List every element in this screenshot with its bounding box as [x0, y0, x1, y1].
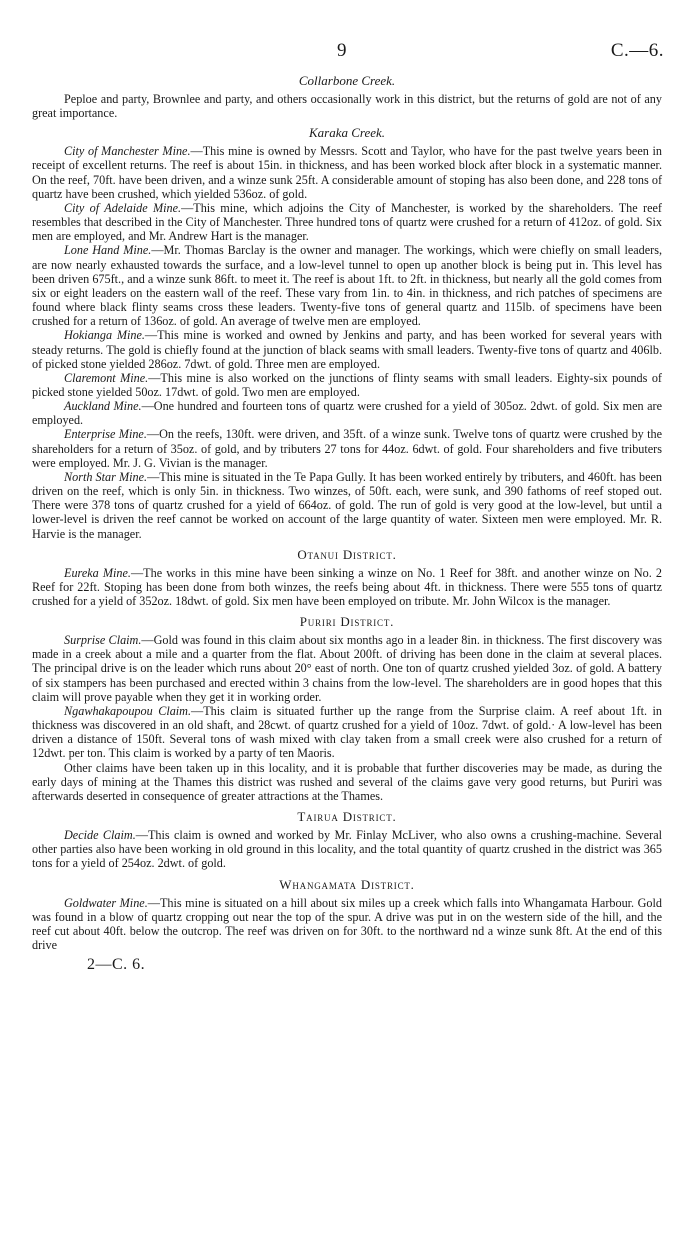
running-header [32, 40, 662, 68]
paragraph [32, 704, 662, 761]
paragraph [32, 761, 662, 803]
document-body [32, 74, 662, 952]
paragraph [32, 896, 662, 953]
paragraph-lead: Lone Hand Mine. [64, 243, 152, 258]
paragraph-text: —This mine is situated on a hill about six miles up a creek which falls into Whangamata Harbour. Gold was found in a blow of quartz cropping out near the top of the spur. A drive was put in on the western side of the hill, and the reef cut about 40ft. below the outcrop. The reef was driven on for 30ft. to the northward nd a winze sunk 8ft. At the end of this drive [32, 895, 662, 952]
paragraph-text: Other claims have been taken up in this locality, and it is probable that further discoveries may be made, as during the early days of mining at the Thames this district was rushed and several of the claims gave very good returns, but Puriri was afterwards deserted in consequence of greater attractions at the Thames. [32, 760, 662, 803]
paragraph-lead: Eureka Mine. [64, 565, 131, 580]
section-heading: Tairua District. [297, 809, 397, 825]
paragraph-lead: City of Adelaide Mine. [64, 200, 182, 215]
paragraph-lead: Auckland Mine. [64, 399, 142, 414]
paragraph-text: —This mine is situated in the Te Papa Gully. It has been worked entirely by tributers, and 460ft. has been driven on the reef, which is only 5in. in thickness. Two winzes, of 50ft. each, were sunk, and 390 fathoms of reef stoped out. There were 378 tons of quartz crushed for a yield of 664oz. of gold. The run of gold is very good at the low-level, but until a lower-level is driven the reef cannot be worked on account of the large quantity of water. Sixteen men were employed. Mr. R. Harvie is the manager. [32, 469, 663, 541]
paragraph-text: —Gold was found in this claim about six months ago in a leader 8in. in thickness. The first discovery was made in a creek about a mile and a quarter from the flat. About 200ft. of driving has been done in the claim at several places. The principal drive is on the leader which runs about 20° east of north. One ton of quartz crushed yielded 3oz. of gold. A battery of six stampers has been purchased and erected within 3 chains from the low-level. The shareholders are in good hopes that this claim will prove payable when they get it in working order. [32, 633, 662, 704]
paragraph [32, 144, 662, 201]
paragraph-lead: North Star Mine. [64, 469, 148, 484]
paragraph [32, 633, 662, 704]
paragraph [32, 201, 662, 243]
paragraph-text: Peploe and party, Brownlee and party, and others occasionally work in this district, but the returns of gold are not of any great importance. [32, 92, 662, 121]
section-heading: Collarbone Creek. [298, 73, 396, 88]
section-heading: Puriri District. [299, 614, 395, 630]
paragraph-text: —On the reefs, 130ft. were driven, and 35ft. of a winze sunk. Twelve tons of quartz were crushed by the shareholders for a return of 35oz. of gold, and by tributers 27 tons for 44oz. 6dwt. of gold. Four shareholders and five tributers were employed. Mr. J. G. Vivian is the manager. [32, 427, 663, 470]
paragraph [32, 828, 662, 870]
paragraph-text: —One hundred and fourteen tons of quartz were crushed for a yield of 305oz. 2dwt. of gold. Six men are employed. [32, 399, 662, 428]
paragraph [32, 427, 662, 469]
paragraph [32, 399, 662, 427]
page-number: 9 [337, 40, 347, 61]
paragraph-lead: Ngawhakapoupou Claim. [64, 703, 192, 718]
paragraph-text: —This mine is also worked on the junctions of flinty seams with small leaders. Eighty-six pounds of picked stone yielded 50oz. 17dwt. of gold. Two men are employed. [32, 370, 662, 399]
paragraph-text: —This mine, which adjoins the City of Manchester, is worked by the shareholders. The reef resembles that described in the City of Manchester. Three hundred tons of quartz were crushed for a return of 412oz. of gold. Six men are employed, and Mr. Andrew Hart is the manager. [32, 200, 662, 244]
paragraph-lead: Claremont Mine. [64, 370, 149, 385]
document-reference: C.—6. [610, 40, 664, 61]
paragraph-text: —This mine is owned by Messrs. Scott and Taylor, who have for the past twelve years been in receipt of excellent returns. The reef is about 15in. in thickness, and has been worked block after block in a systematic manner. On the reef, 70ft. have been driven, and a winze sunk 25ft. A considerable amount of stoping has also been done, and 228 tons of quartz have been crushed, which yielded 536oz. of gold. [32, 144, 662, 201]
paragraph-text: —This claim is owned and worked by Mr. Finlay McLiver, who also owns a crushing-machine. Several other parties also have been working in old ground in this locality, and the total quantity of quartz crushed in the district was 365 tons for a yield of 254oz. 2dwt. of gold. [32, 828, 662, 871]
section-heading: Whangamata District. [279, 876, 415, 892]
paragraph-lead: Goldwater Mine. [64, 895, 148, 910]
paragraph-text: —Mr. Thomas Barclay is the owner and manager. The workings, which were chiefly on small leaders, are now nearly exhausted towards the surface, and a low-level tunnel to open up another block is being put in. This level has been driven 675ft., and a winze sunk 86ft. to meet it. The reef is about 1ft. to 2ft. in thickness, but nearly all the gold comes from six or eight leaders on the eastern wall of the reef. These vary from 1in. to 4in. in thickness, and rich patches of specimens are found where black flinty seams cross these leaders. Twenty-five tons of general quartz and 115lb. of specimens have been crushed for a return of 136oz. of gold. An average of twelve men are employed. [32, 243, 663, 329]
paragraph [32, 566, 662, 608]
paragraph-text: —The works in this mine have been sinking a winze on No. 1 Reef for 38ft. and another winze on No. 2 Reef for 22ft. Stoping has been done from both winzes, the reefs being about 4ft. in thickness. There were 555 tons of quartz crushed for a yield of 352oz. 18dwt. of gold. Six men have been employed on tribute. Mr. John Wilcox is the manager. [32, 565, 662, 608]
paragraph-lead: Hokianga Mine. [64, 328, 145, 343]
paragraph-text: —This mine is worked and owned by Jenkins and party, and has been worked for several years with steady returns. The gold is chiefly found at the junction of black seams with small leaders. Twenty-five tons of quartz and 406lb. of picked stone yielded 286oz. 7dwt. of gold. Three men are employed. [32, 328, 663, 371]
section-heading: Otanui District. [297, 546, 397, 562]
paragraph [32, 92, 662, 120]
paragraph [32, 243, 662, 328]
document-page [32, 40, 662, 974]
paragraph [32, 328, 662, 370]
paragraph [32, 371, 662, 399]
paragraph-lead: Enterprise Mine. [64, 427, 147, 442]
paragraph-lead: Surprise Claim. [64, 633, 142, 648]
paragraph [32, 470, 662, 541]
section-heading: Karaka Creek. [308, 125, 386, 141]
paragraph-lead: Decide Claim. [64, 828, 136, 843]
paragraph-lead: City of Manchester Mine. [64, 144, 191, 159]
signature-mark: 2—C. 6. [87, 956, 146, 974]
paragraph-text: —This claim is situated further up the range from the Surprise claim. A reef about 1ft. in thickness was discovered in an old shaft, and 28cwt. of quartz crushed for a yield of 10oz. 7dwt. of gold.· A low-level has been driven a distance of 150ft. Several tons of wash mixed with clay taken from a small creek were also crushed for a return of 12dwt. per ton. This claim is worked by a party of ten Maoris. [32, 703, 662, 761]
